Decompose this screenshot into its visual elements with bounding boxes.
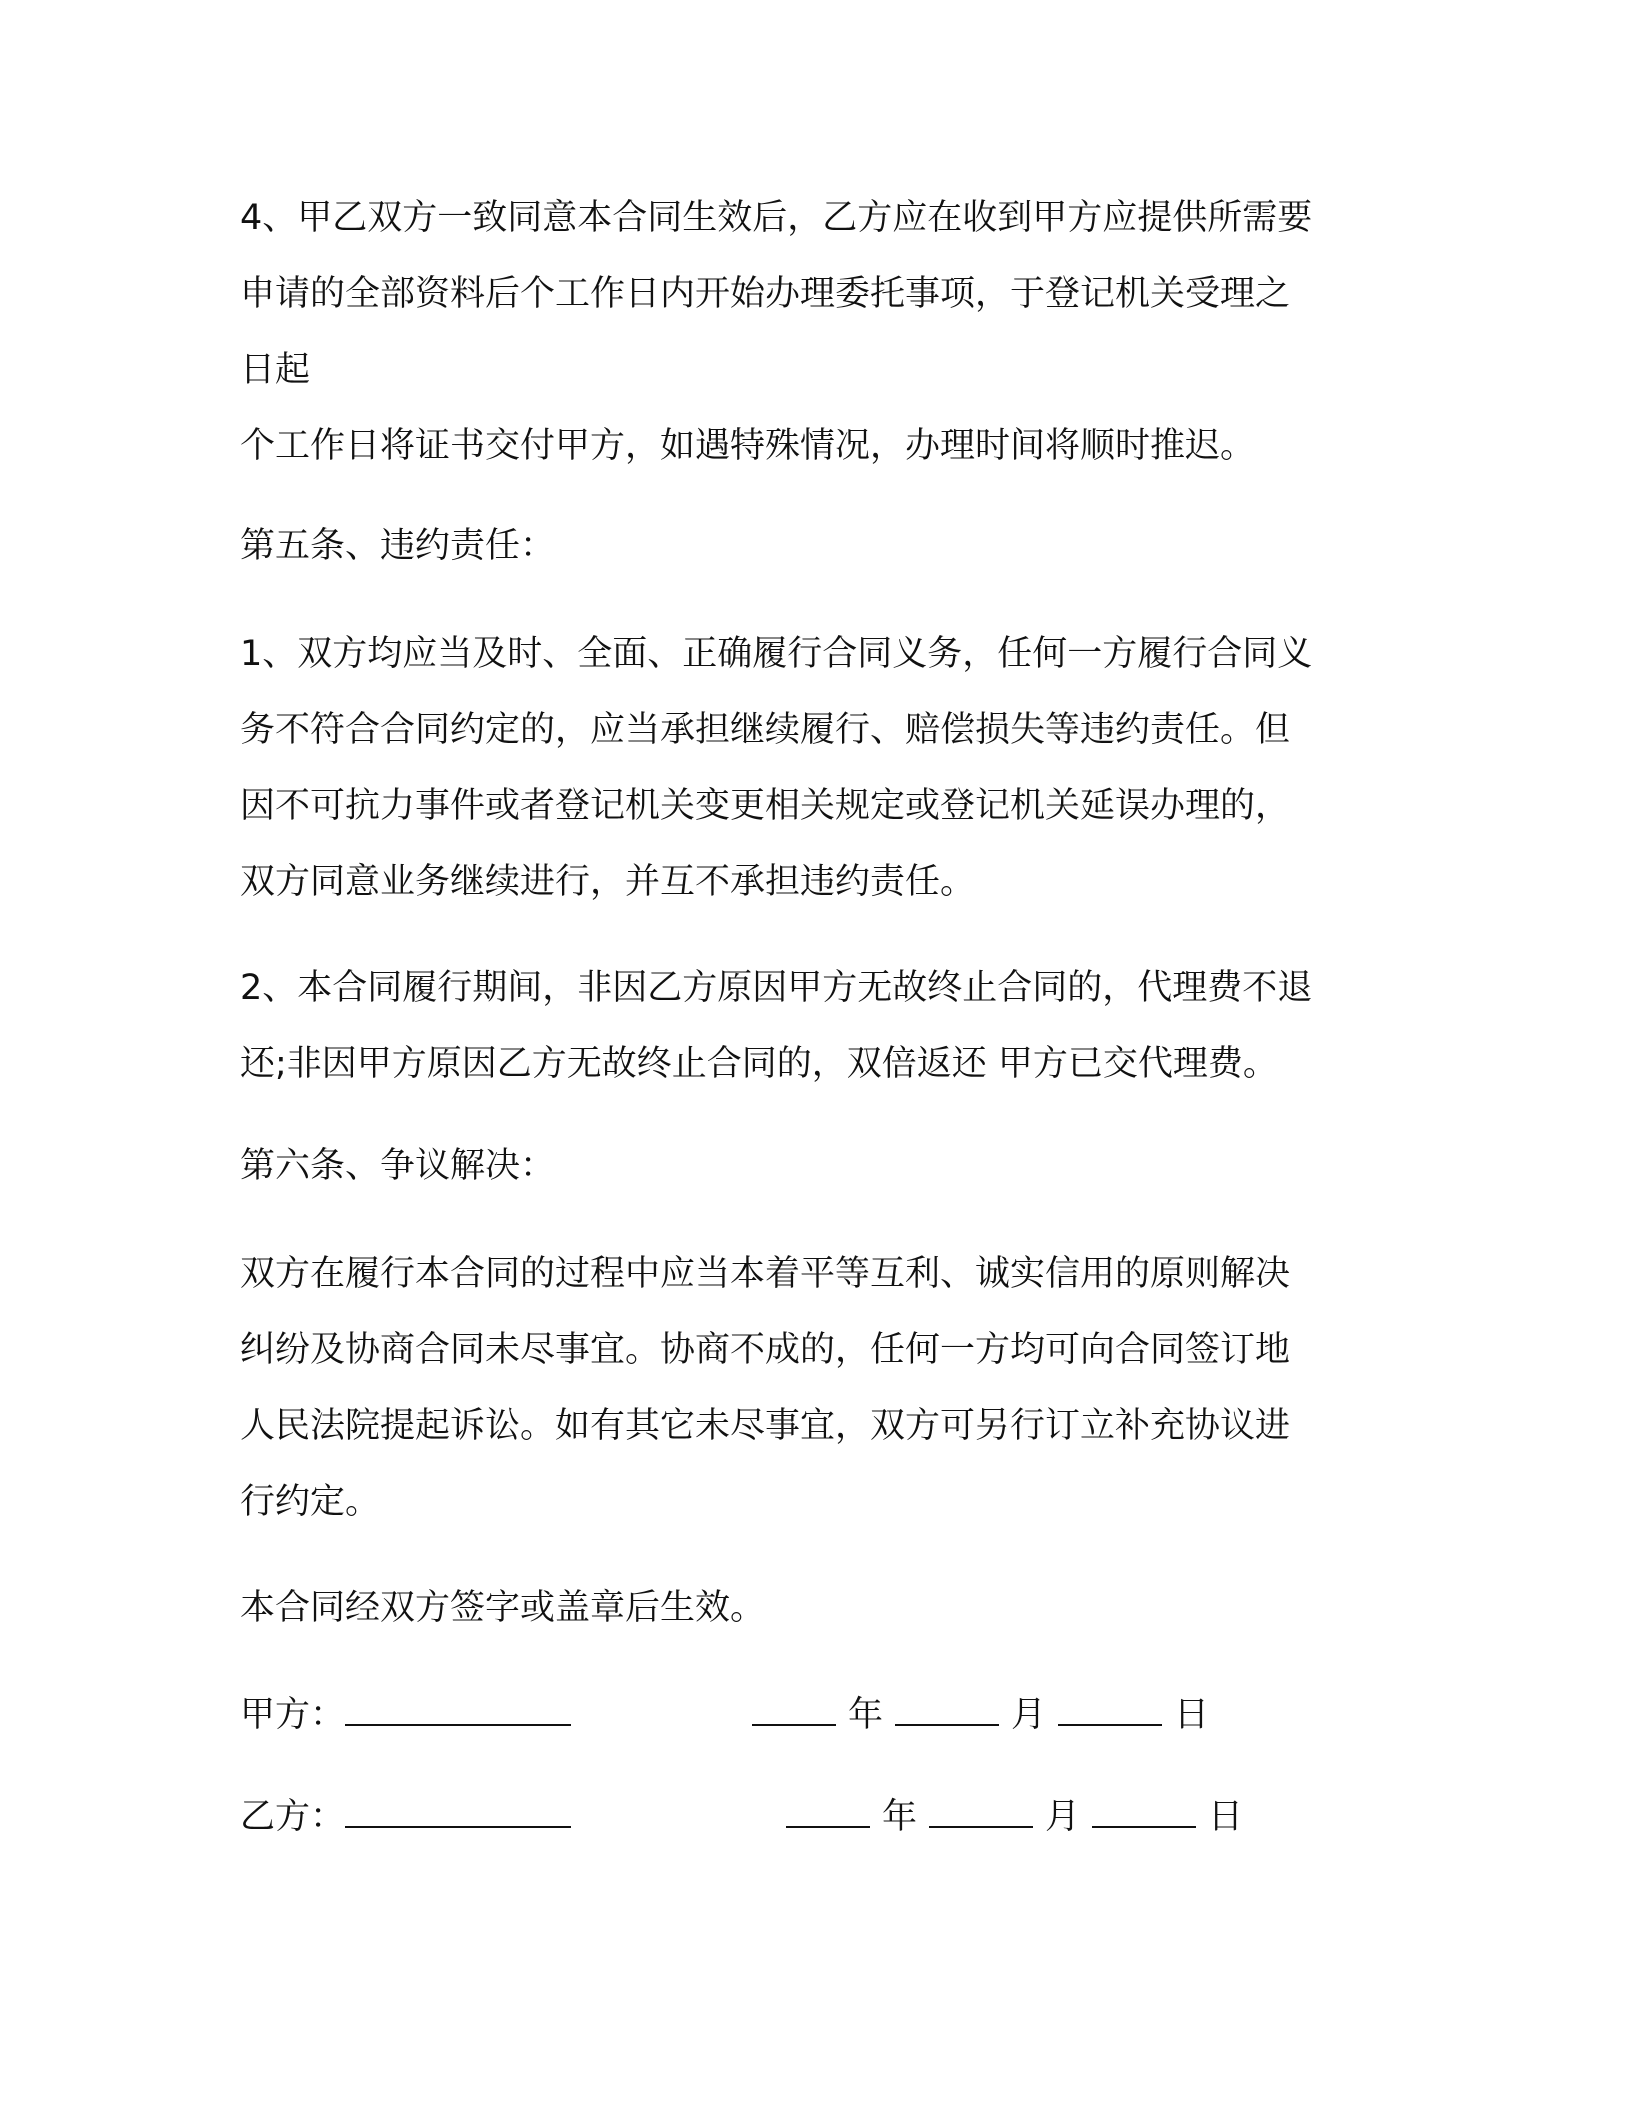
clause4-line3: 日起	[240, 350, 311, 390]
article5-heading: 第五条、违约责任：	[240, 526, 556, 566]
party-a-day-label: 日	[1174, 1695, 1210, 1735]
article6-line2: 纠纷及协商合同未尽事宜。协商不成的，任何一方均可向合同签订地	[240, 1330, 1291, 1370]
party-b-month-label: 月	[1045, 1797, 1081, 1837]
party-a-label: 甲方：	[240, 1695, 346, 1735]
article5-item1-line1: 1、双方均应当及时、全面、正确履行合同义务，任何一方履行合同义	[240, 634, 1313, 674]
article5-item1-line2: 务不符合合同约定的，应当承担继续履行、赔偿损失等违约责任。但	[240, 710, 1291, 750]
article6-line1: 双方在履行本合同的过程中应当本着平等互利、诚实信用的原则解决	[240, 1254, 1291, 1294]
article6-heading: 第六条、争议解决：	[240, 1146, 556, 1186]
clause4-line2: 申请的全部资料后个工作日内开始办理委托事项，于登记机关受理之	[240, 274, 1291, 314]
party-b-year-label: 年	[882, 1797, 918, 1837]
party-a-signature-blank	[345, 1690, 571, 1726]
party-b-month-blank	[929, 1792, 1033, 1828]
clause4-line4: 个工作日将证书交付甲方，如遇特殊情况，办理时间将顺时推迟。	[240, 426, 1256, 466]
party-a-day-blank	[1058, 1690, 1162, 1726]
party-b-signature-blank	[345, 1792, 571, 1828]
article5-item2-line2: 还;非因甲方原因乙方无故终止合同的，双倍返还 甲方已交代理费。	[240, 1044, 1278, 1084]
party-b-label: 乙方：	[240, 1797, 346, 1837]
article5-item1-line4: 双方同意业务继续进行，并互不承担违约责任。	[240, 862, 976, 902]
party-a-month-blank	[895, 1690, 999, 1726]
party-a-month-label: 月	[1011, 1695, 1047, 1735]
party-a-date	[752, 1690, 1209, 1739]
party-a-year-blank	[752, 1690, 836, 1726]
party-b-day-blank	[1092, 1792, 1196, 1828]
article5-item1-line3: 因不可抗力事件或者登记机关变更相关规定或登记机关延误办理的，	[240, 786, 1291, 826]
party-a-year-label: 年	[848, 1695, 884, 1735]
effective-clause: 本合同经双方签字或盖章后生效。	[240, 1588, 766, 1628]
clause4-line1: 4、甲乙双方一致同意本合同生效后，乙方应在收到甲方应提供所需要	[240, 198, 1313, 238]
party-b-date	[786, 1792, 1243, 1841]
party-b-year-blank	[786, 1792, 870, 1828]
article6-line4: 行约定。	[240, 1482, 381, 1522]
party-b-signature	[240, 1792, 571, 1841]
article6-line3: 人民法院提起诉讼。如有其它未尽事宜，双方可另行订立补充协议进	[240, 1406, 1291, 1446]
party-a-signature	[240, 1690, 571, 1739]
party-b-day-label: 日	[1208, 1797, 1244, 1837]
article5-item2-line1: 2、本合同履行期间，非因乙方原因甲方无故终止合同的，代理费不退	[240, 968, 1313, 1008]
